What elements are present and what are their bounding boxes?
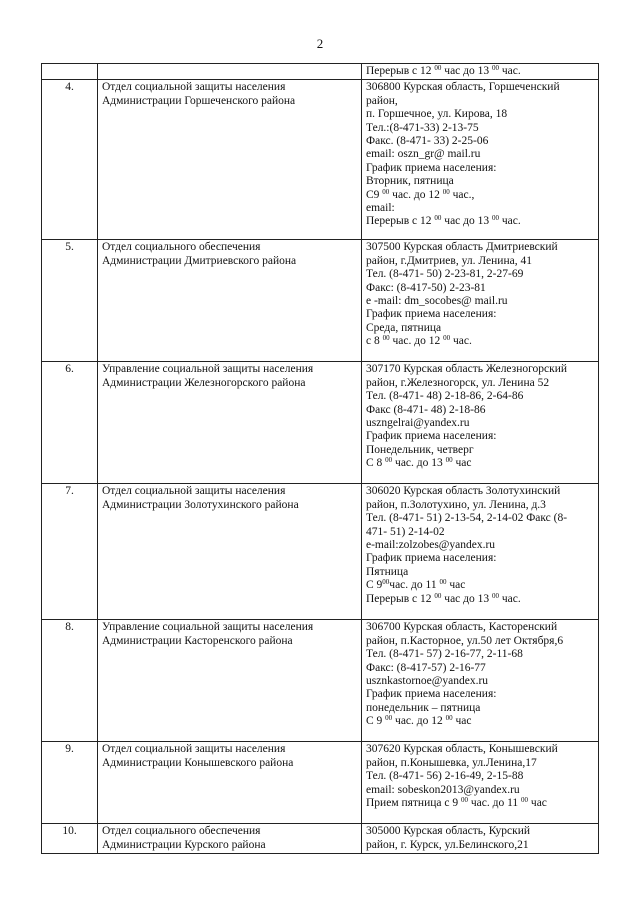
contact-info-line [366, 757, 594, 770]
contact-text: Перерыв с 12 [366, 215, 435, 228]
organization-name-line: Отдел социальной защиты населения [102, 81, 286, 94]
organization-name [98, 362, 362, 484]
contact-text: час [446, 579, 466, 592]
contact-info-line [366, 621, 594, 634]
contact-info-line [366, 81, 594, 94]
contact-text: час. [499, 592, 521, 605]
contact-text: С9 [366, 188, 383, 201]
contact-info-line [366, 579, 594, 592]
contact-text: с 8 [366, 335, 383, 348]
contact-info-line [366, 162, 594, 175]
row-number: 7. [42, 484, 98, 620]
contact-text: час [452, 457, 472, 470]
contact-info [362, 64, 599, 80]
contact-info [362, 240, 599, 362]
contact-text: С 8 [366, 457, 386, 470]
organization-name-line: Отдел социального обеспечения [102, 825, 261, 838]
contact-info [362, 80, 599, 240]
contact-text: Факс: (8-417-50) 2-23-81 [366, 281, 486, 294]
minutes-superscript: 00 [460, 796, 468, 805]
contact-text: час. до 12 [389, 188, 443, 201]
contact-info-line [366, 322, 594, 335]
contact-text: район, г.Железногорск, ул. Ленина 52 [366, 376, 550, 389]
contact-text: п. Горшечное, ул. Кирова, 18 [366, 108, 508, 121]
contact-info-line [366, 308, 594, 321]
contact-info [362, 824, 599, 854]
contact-info-line [366, 444, 594, 457]
minutes-superscript: 00 [443, 334, 451, 343]
contact-info-line [366, 566, 594, 579]
contact-info-line [366, 202, 594, 215]
contact-text: График приема населения: [366, 161, 497, 174]
contact-text: График приема населения: [366, 552, 497, 565]
table-row [42, 742, 599, 824]
contact-text: email: [366, 202, 395, 215]
minutes-superscript: 00 [439, 578, 447, 587]
contact-text: С 9 [366, 579, 383, 592]
contact-text: Факс (8-471- 48) 2-18-86 [366, 403, 486, 416]
organization-name [98, 80, 362, 240]
contact-text: район, [366, 94, 398, 107]
table-row [42, 484, 599, 620]
row-number: 10. [42, 824, 98, 854]
contact-text: район, п.Касторное, ул.50 лет Октября,6 [366, 634, 564, 647]
row-number: 9. [42, 742, 98, 824]
contact-info-line [366, 148, 594, 161]
contact-info-line [366, 417, 594, 430]
contact-info-line [366, 539, 594, 552]
contact-info-line [366, 635, 594, 648]
table-row [42, 80, 599, 240]
row-number: 8. [42, 620, 98, 742]
contact-info-line [366, 108, 594, 121]
contact-info-line [366, 65, 594, 78]
contact-info-line [366, 390, 594, 403]
contact-info-line [366, 662, 594, 675]
social-protection-offices-table [41, 63, 599, 854]
contact-info-line [366, 122, 594, 135]
contact-text: Среда, пятница [366, 321, 442, 334]
contact-text: 306020 Курская область Золотухинский [366, 485, 561, 498]
minutes-superscript: 00 [445, 714, 453, 723]
contact-text: Перерыв с 12 [366, 65, 435, 77]
contact-text: e-mail:zolzobes@yandex.ru [366, 539, 496, 552]
contact-text: Тел. (8-471- 50) 2-23-81, 2-27-69 [366, 268, 524, 281]
contact-text: район, г.Дмитриев, ул. Ленина, 41 [366, 254, 532, 267]
minutes-superscript: 00 [492, 64, 499, 72]
contact-text: 306800 Курская область, Горшеченский [366, 81, 560, 94]
contact-info-line [366, 648, 594, 661]
organization-name-line: Администрации Касторенского района [102, 634, 293, 647]
contact-info-line [366, 784, 594, 797]
contact-text: район, п.Золотухино, ул. Ленина, д.3 [366, 498, 546, 511]
minutes-superscript: 00 [445, 456, 453, 465]
minutes-superscript: 00 [382, 578, 390, 587]
contact-info-line [366, 404, 594, 417]
contact-text: Тел. (8-471- 48) 2-18-86, 2-64-86 [366, 390, 524, 403]
contact-text: email: sobeskon2013@yandex.ru [366, 783, 520, 796]
contact-text: 305000 Курская область, Курский [366, 825, 531, 838]
contact-text: График приема населения: [366, 688, 497, 701]
contact-text: Факс. (8-471- 33) 2-25-06 [366, 135, 489, 148]
contact-info-line [366, 215, 594, 228]
contact-info-line [366, 593, 594, 606]
contact-info-line [366, 825, 594, 838]
organization-name [98, 620, 362, 742]
organization-name-line: Администрации Дмитриевского района [102, 254, 297, 267]
contact-text: час., [449, 188, 475, 201]
table-row [42, 824, 599, 854]
contact-text: Перерыв с 12 [366, 592, 435, 605]
contact-info-line [366, 526, 594, 539]
organization-name [98, 64, 362, 80]
contact-text: район, г. Курск, ул.Белинского,21 [366, 838, 529, 851]
contact-text: Прием пятница с 9 [366, 797, 461, 810]
contact-info-line [366, 135, 594, 148]
contact-text: час. до 12 [389, 335, 444, 348]
minutes-superscript: 00 [521, 796, 529, 805]
contact-info-line [366, 241, 594, 254]
row-number: 4. [42, 80, 98, 240]
contact-text: Вторник, пятница [366, 175, 454, 188]
organization-name [98, 240, 362, 362]
contact-info-line [366, 702, 594, 715]
minutes-superscript: 00 [434, 64, 442, 72]
minutes-superscript: 00 [434, 591, 442, 600]
table-row [42, 64, 599, 80]
contact-info-line [366, 675, 594, 688]
contact-text: 307620 Курская область, Конышевский [366, 743, 558, 756]
organization-name-line: Администрации Курского района [102, 838, 266, 851]
contact-text: понедельник – пятница [366, 701, 481, 714]
contact-text: час. до 11 [467, 797, 522, 810]
contact-text: 471- 51) 2-14-02 [366, 525, 445, 538]
contact-info [362, 742, 599, 824]
minutes-superscript: 00 [385, 456, 393, 465]
contact-text: час [452, 715, 472, 728]
contact-info-line [366, 688, 594, 701]
contact-info [362, 362, 599, 484]
contact-info-line [366, 430, 594, 443]
contact-text: час до 13 [441, 592, 492, 605]
contact-info-line [366, 512, 594, 525]
minutes-superscript: 00 [382, 334, 390, 343]
contact-text: час [528, 797, 547, 810]
organization-name-line: Администрации Конышевского района [102, 756, 294, 769]
contact-text: Тел. (8-471- 56) 2-16-49, 2-15-88 [366, 770, 524, 783]
contact-text: Тел. (8-471- 51) 2-13-54, 2-14-02 Факс (8- [366, 512, 568, 525]
contact-text: час. до 13 [392, 457, 446, 470]
contact-info-line [366, 95, 594, 108]
contact-text: uszngelrai@yandex.ru [366, 417, 470, 430]
contact-info-line [366, 485, 594, 498]
contact-text: График приема населения: [366, 430, 497, 443]
contact-text: usznkastornoe@yandex.ru [366, 675, 489, 688]
contact-info-line [366, 295, 594, 308]
minutes-superscript: 00 [434, 214, 442, 223]
page-number: 2 [316, 36, 324, 51]
contact-text: час. [499, 215, 521, 228]
minutes-superscript: 00 [442, 187, 450, 196]
contact-text: 307170 Курская область Железногорский [366, 363, 568, 376]
contact-info-line [366, 743, 594, 756]
contact-info-line [366, 499, 594, 512]
table-row [42, 362, 599, 484]
organization-name [98, 742, 362, 824]
organization-name [98, 824, 362, 854]
contact-info-line [366, 255, 594, 268]
contact-text: Факс: (8-417-57) 2-16-77 [366, 661, 486, 674]
organization-name-line: Отдел социальной защиты населения [102, 485, 286, 498]
organization-name-line: Управление социальной защиты населения [102, 363, 314, 376]
contact-text: час. до 11 [389, 579, 440, 592]
contact-info-line [366, 189, 594, 202]
contact-text: час. [450, 335, 472, 348]
contact-text: район, п.Конышевка, ул.Ленина,17 [366, 756, 537, 769]
row-number: 6. [42, 362, 98, 484]
contact-info [362, 620, 599, 742]
contact-text: e -mail: dm_socobes@ mail.ru [366, 295, 508, 308]
contact-info-line [366, 797, 594, 810]
minutes-superscript: 00 [492, 591, 499, 600]
contact-info-line [366, 282, 594, 295]
contact-text: Понедельник, четверг [366, 443, 474, 456]
contact-info-line [366, 839, 594, 852]
contact-text: час до 13 [441, 215, 492, 228]
contact-info-line [366, 457, 594, 470]
table-row [42, 240, 599, 362]
contact-info-line [366, 377, 594, 390]
contact-text: час до 13 [441, 65, 492, 77]
contact-text: 307500 Курская область Дмитриевский [366, 241, 558, 254]
contact-text: С 9 [366, 715, 386, 728]
contact-info-line [366, 268, 594, 281]
organization-name-line: Администрации Горшеченского района [102, 94, 296, 107]
contact-text: email: oszn_gr@ mail.ru [366, 148, 481, 161]
organization-name-line: Администрации Железногорского района [102, 376, 306, 389]
contact-text: Тел.:(8-471-33) 2-13-75 [366, 121, 479, 134]
minutes-superscript: 00 [385, 714, 393, 723]
organization-name-line: Администрации Золотухинского района [102, 498, 299, 511]
contact-info-line [366, 175, 594, 188]
contact-text: час. [499, 65, 521, 77]
contact-text: час. до 12 [392, 715, 446, 728]
organization-name-line: Управление социальной защиты населения [102, 621, 314, 634]
contact-info [362, 484, 599, 620]
row-number [42, 64, 98, 80]
contact-info-line [366, 715, 594, 728]
table-row [42, 620, 599, 742]
organization-name [98, 484, 362, 620]
contact-info-line [366, 363, 594, 376]
contact-text: Пятница [366, 565, 409, 578]
contact-text: Тел. (8-471- 57) 2-16-77, 2-11-68 [366, 648, 523, 661]
contact-text: График приема населения: [366, 308, 497, 321]
contact-info-line [366, 335, 594, 348]
contact-info-line [366, 552, 594, 565]
minutes-superscript: 00 [382, 187, 390, 196]
contact-text: 306700 Курская область, Касторенский [366, 621, 558, 634]
organization-name-line: Отдел социальной защиты населения [102, 743, 286, 756]
organization-name-line: Отдел социального обеспечения [102, 241, 261, 254]
contact-info-line [366, 770, 594, 783]
row-number: 5. [42, 240, 98, 362]
minutes-superscript: 00 [492, 214, 499, 223]
